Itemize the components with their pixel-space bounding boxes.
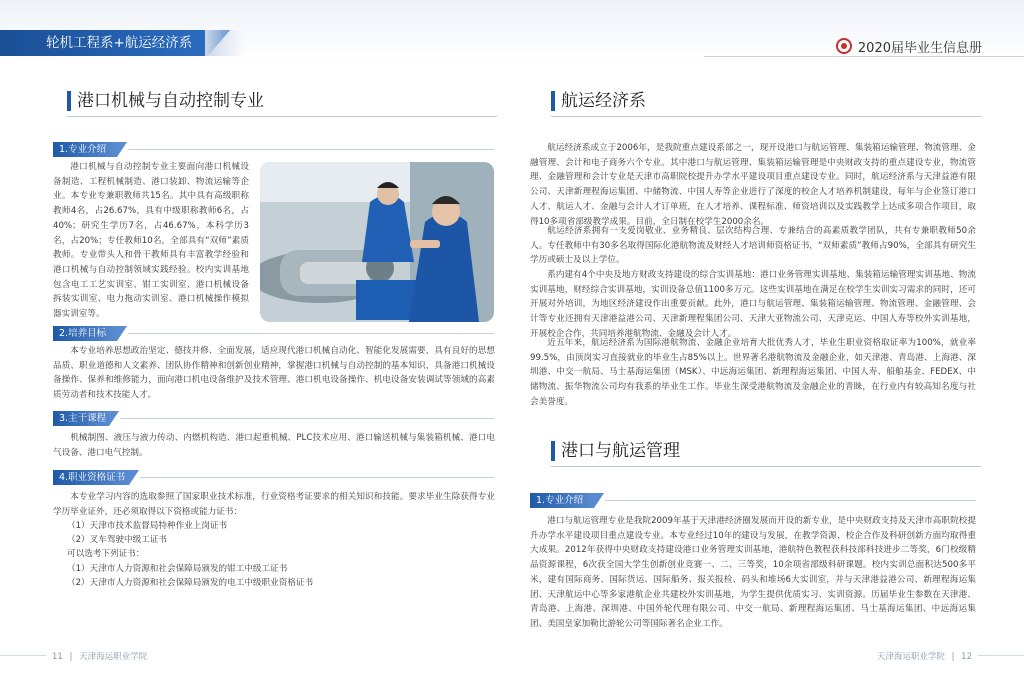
cert-item: （2）天津市人力资源和社会保障局颁发的电工中级职业资格证书 — [67, 577, 314, 588]
page-number-right: 12 — [961, 652, 972, 662]
major-intro-text: 港口与航运管理专业是我院2009年基于天津港经济圈发展而开设的新专业，是中央财政支持及天津市高职院校提升办学水平建设项目重点建设专业。本专业经过10年的建设与发展，在教学资源、校企合作及科研创新方面均取得重大成果。2012年获得中央财政支持建设港口业务管理实训基地，港航特色教程获科技部科技进步二等奖，6门校级精品资源课程，6次获全国大学生创新创业竞赛一、二、三等奖，10余项省部级科研课题。校内实训总面积达500多平米，建有国际商务、国际货运、国际船务、报关报检、码头和堆场6大实训室，并与天津港益港公司、新理程海运集团、天津航运中心等多家港航企业共建校外实训基地，为学生提供优质实习、实训资源。历届毕业生参数在天津港、青岛港、上海港、深圳港、中国外轮代理有限公司、中交一航局、新理程海运集团、马士基海运集团、中远海运集团、美国皇家加勒比游轮公司等国际著名企业工作。 — [530, 516, 976, 629]
cert-text: 本专业学习内容的选取参照了国家职业技术标准，行业资格考证要求的相关知识和技能。要求毕业生除获得专业学历毕业证外，还必须取得以下资格或能力证书： — [53, 492, 495, 517]
footer-left: 11 | 天津海运职业学院 — [52, 652, 148, 662]
cert-rule — [140, 477, 494, 478]
photo-illustration — [260, 162, 494, 322]
tab-shadow — [205, 30, 245, 56]
cert-item: （2）叉车驾驶中级工证书 — [67, 535, 167, 546]
major-intro-rule — [605, 500, 976, 501]
footer-right: 天津海运职业学院 | 12 — [876, 652, 972, 662]
cert-label: 4.职业资格证书 — [53, 470, 129, 485]
goal-label: 2.培养目标 — [53, 326, 117, 341]
school-logo-icon — [836, 38, 852, 54]
major-rule — [551, 466, 981, 467]
cert-list — [67, 519, 313, 590]
department-tab: 轮机工程系+航运经济系 — [0, 30, 208, 56]
dept-paragraph-2: 航运经济系拥有一支爱岗敬业、业务精良、层次结构合理、专兼结合的高素质教学团队，共有专兼职教师50余人。专任教师中有30多名取得国际化港航物流及财经人才培训师资格证书，“双师素质”教师占90%，全部具有研究生学历或硕士及以上学位。 — [530, 226, 976, 266]
course-text: 机械制图、液压与液力传动、内燃机构造、港口起重机械、PLC技术应用、港口输送机械与集装箱机械、港口电气设备、港口电气控制。 — [53, 433, 495, 458]
right-section-title: 航运经济系 — [551, 90, 646, 112]
dept-paragraph-1: 航运经济系成立于2006年，是我院重点建设系部之一，现开设港口与航运管理、集装箱运输管理、物流管理、金融管理、会计和电子商务六个专业。其中港口与航运管理、集装箱运输管理是中央财政支持的重点建设专业，物流管理、金融管理和会计专业是天津市高职院校提升办学水平建设项目重点建设专业。同时，航运经济系与天津益港有限公司、天津新理程海运集团、中储物流、中国人寿等企业进行了深度的校企人才培养机制建设，每年与企业签订港口人才、航运人才、金融与会计人才订单班，在人才培养、课程标准、师资培训以及实践教学上达成多项合作项目，取得10多项省部级教学成果。目前，全日制在校学生2000余名。 — [530, 143, 976, 227]
left-section-title: 港口机械与自动控制专业 — [67, 90, 264, 112]
major-title: 港口与航运管理 — [551, 440, 680, 462]
footer-rule-right — [978, 655, 1024, 656]
right-section-rule — [551, 116, 981, 117]
major-intro-label: 1.专业介绍 — [530, 493, 594, 508]
intro-text: 港口机械与自动控制专业主要面向港口机械设备制造、工程机械制造、港口装卸、物流运输等企业。本专业专兼职教师共15名。其中具有高级职称教师4名，占26.67%，具有中级职称教师6名，占40%；研究生学历7名，占46.67%，本科学历3名，占20%；专任教师10名，全部具有“双师”素质教师。专业带头人和骨干教师具有丰富教学经验和港口机械与自动控制领域实践经验。校内实训基地包含电工工艺实训室、钳工实训室、港口机械设备拆装实训室、电力拖动实训室、港口机械操作模拟器实训室等。 — [53, 162, 249, 320]
intro-rule — [128, 149, 494, 150]
header-divider — [704, 56, 1024, 57]
goal-rule — [128, 333, 494, 334]
dept-paragraph-4: 近五年来，航运经济系为国际港航物流、金融企业培育大批优秀人才，毕业生职业资格取证率为100%，就业率99.5%，由顶岗实习直接就业的毕业生占85%以上。世界著名港航物流及金融企业，如天津港、青岛港、上海港、深圳港、中交一航局、马士基海运集团（MSK）、中远海运集团、新理程海运集团、中国人寿、船舶基金、FEDEX、中储物流、振华物流公司均有我系的毕业生工作。毕业生深受港航物流及金融企业的青睐，在行业内有较高知名度与社会美誉度。 — [530, 338, 976, 407]
goal-text: 本专业培养思想政治坚定、德技并修、全面发展，适应现代港口机械自动化、智能化发展需要，具有良好的思想品质、职业道德和人文素养、团队协作精神和创新创业精神，掌握港口机械与自动控制的基本知识，具备港口机械设备操作、保养和维修能力，面向港口机电设备维护及技术管理、港口机电设备操作、机电设备安装调试等领域的高素质劳动者和技术技能人才。 — [53, 346, 495, 401]
school-name-right: 天津海运职业学院 — [876, 652, 945, 662]
publication-brand — [836, 36, 982, 56]
cert-item: （1）天津市技术监督局特种作业上岗证书 — [67, 521, 228, 531]
publication-title: 2020届毕业生信息册 — [857, 40, 982, 56]
machinery-training-photo — [260, 162, 494, 322]
cert-item: （1）天津市人力资源和社会保障局颁发的钳工中级工证书 — [67, 563, 288, 574]
school-name-left: 天津海运职业学院 — [79, 652, 148, 662]
dept-paragraph-3: 系内建有4个中央及地方财政支持建设的综合实训基地：港口业务管理实训基地、集装箱运输管理实训基地、物流实训基地，财经综合实训基地，实训设备总值1100多万元。这些实训基地在满足在校学生实训实习需求的同时，还可开展对外培训，为地区经济建设作出重要贡献。此外，港口与航运管理、集装箱运输管理、物流管理、金融管理、会计等专业还拥有天津港益港公司、天津新理程集团公司、天津大亚物流公司、天津克运、中国人寿等校外实训基地，开展校企合作，共同培养港航物流、金融及会计人才。 — [530, 270, 976, 339]
course-label: 3.主干课程 — [53, 411, 109, 426]
left-section-rule — [67, 116, 497, 117]
course-rule — [120, 418, 494, 419]
page-number-left: 11 — [52, 652, 63, 662]
intro-label: 1.专业介绍 — [53, 142, 117, 157]
footer-rule-left — [0, 655, 46, 656]
cert-item: 可以选考下列证书： — [67, 549, 145, 560]
